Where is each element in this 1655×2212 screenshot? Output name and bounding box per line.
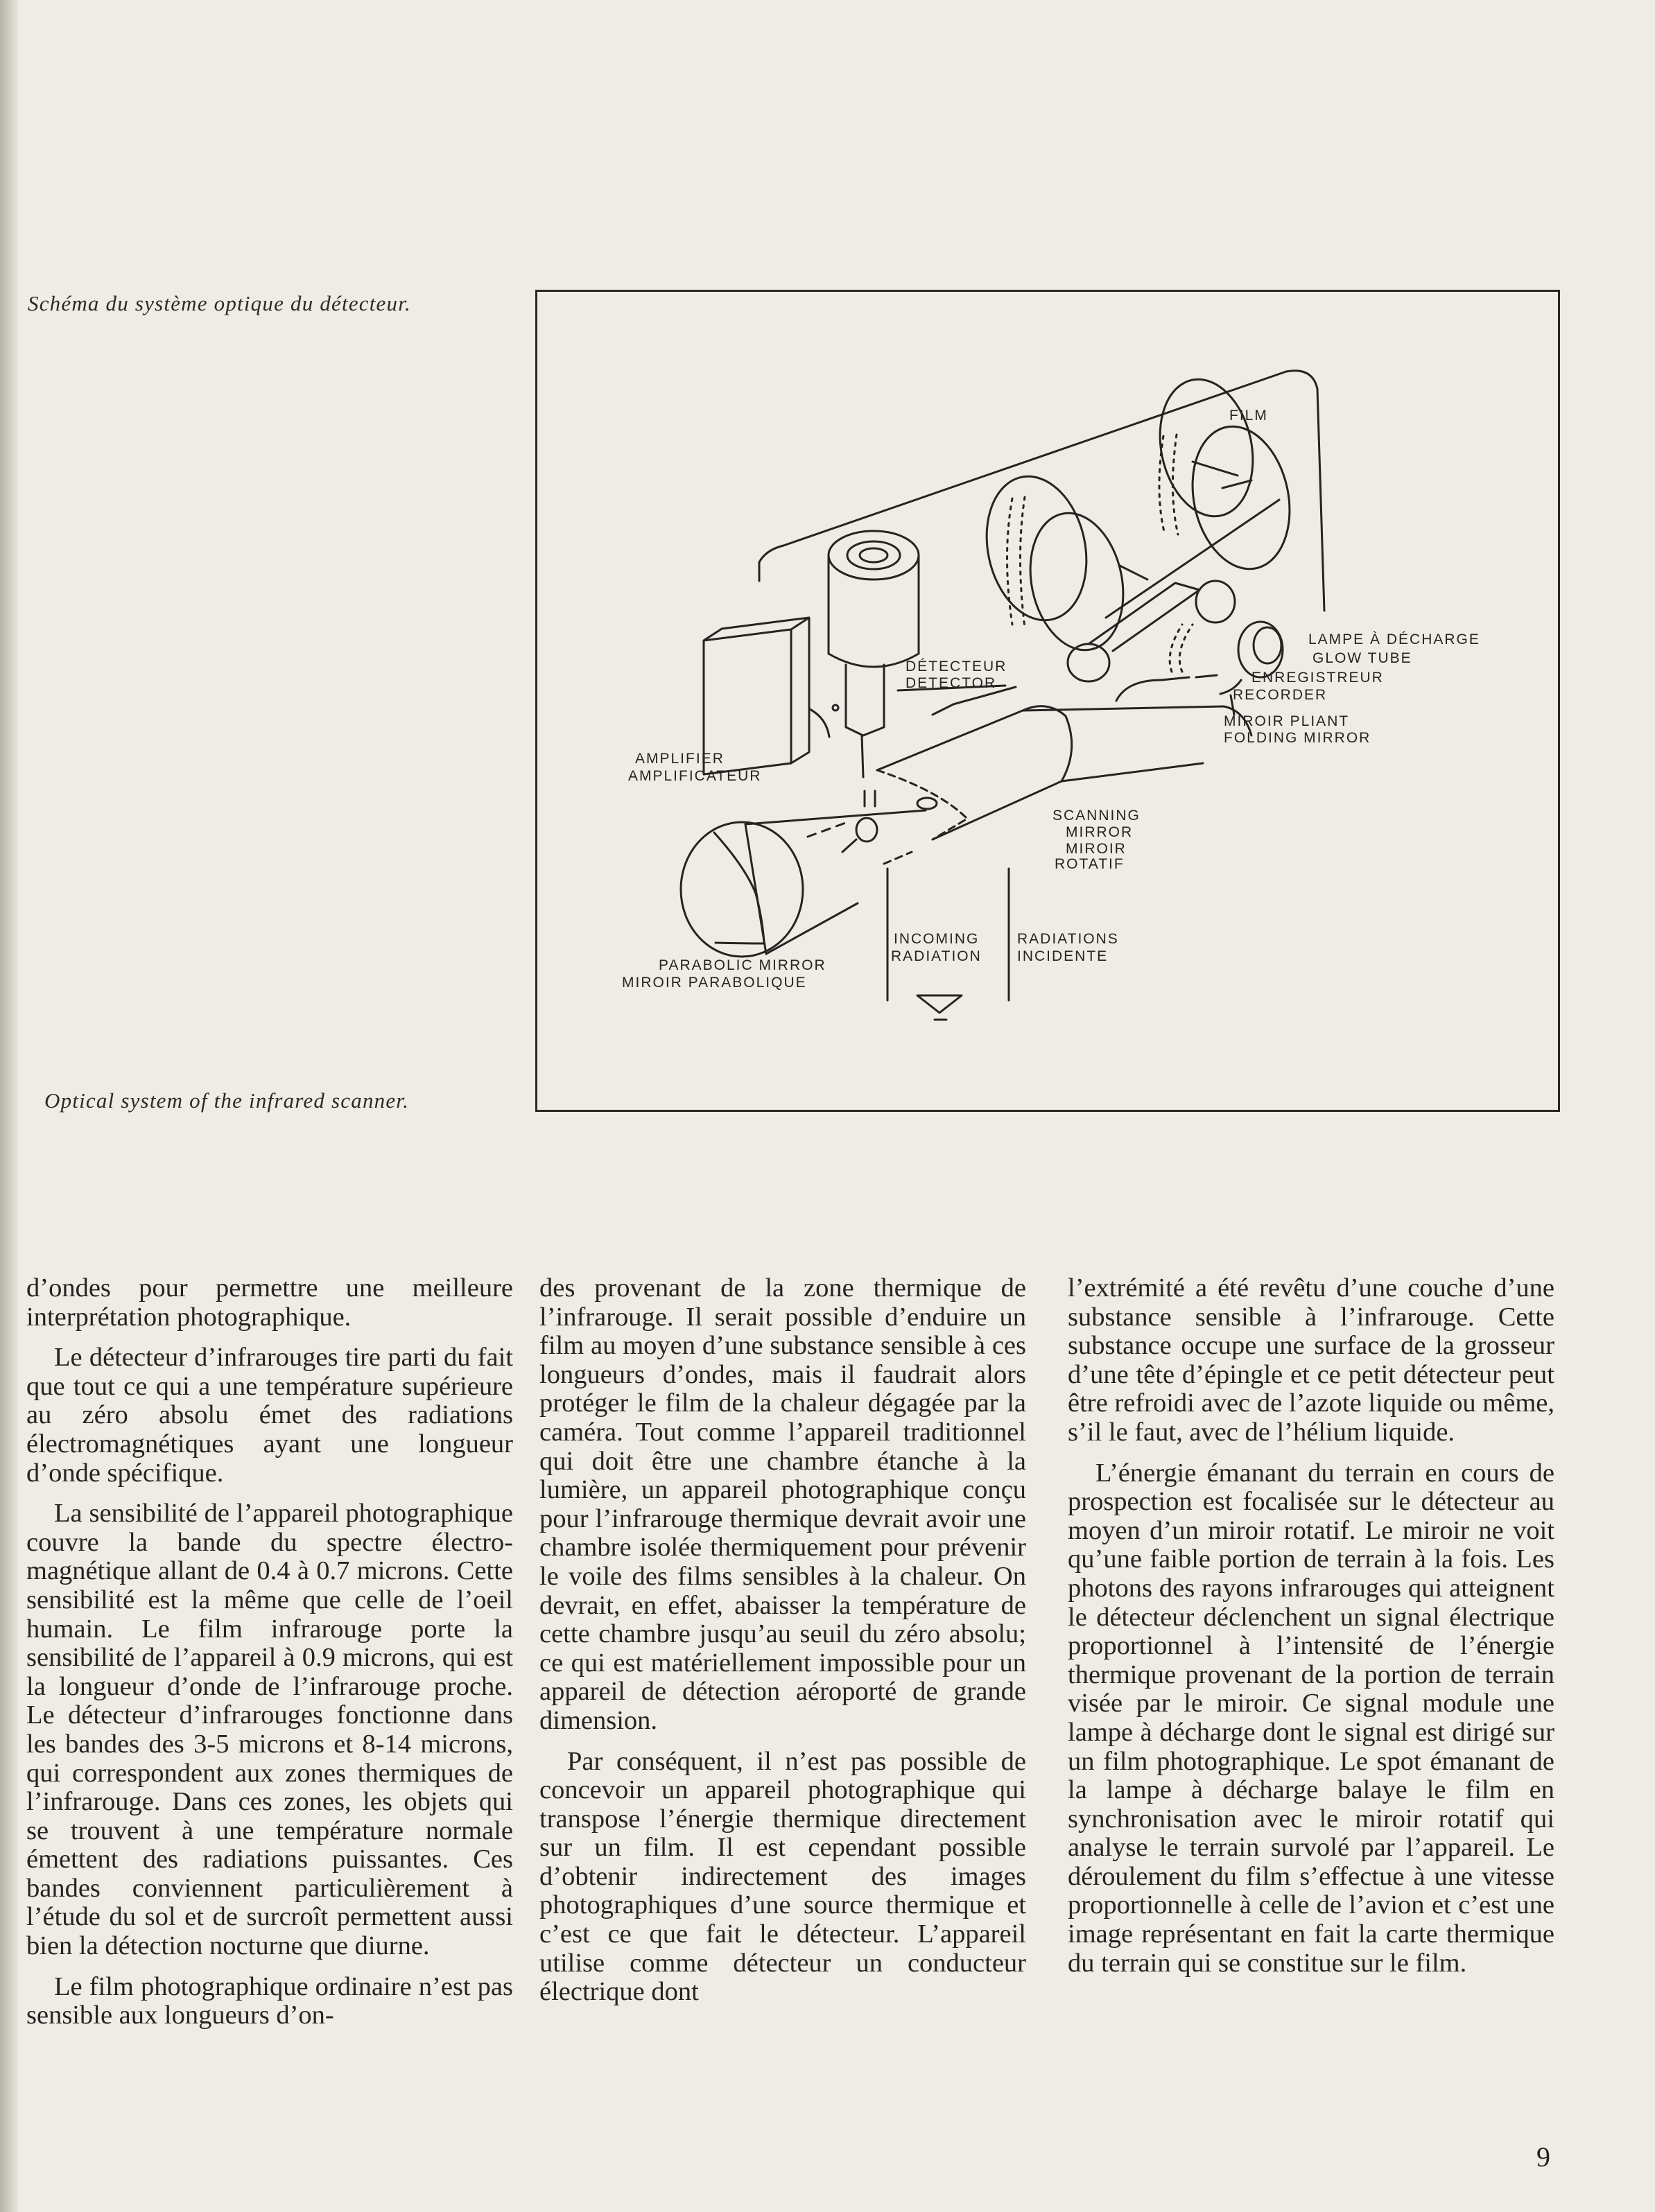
paragraph: l’extrémité a été revêtu d’une couche d’une substance sensible à l’infrarouge. Cette substance occupe une surface de la grosseur d’une tête d’épingle et ce petit détecteur peut être refroidi avec de l’azote liquide ou même, s’il le faut, avec de l’hélium liquide. <box>1068 1273 1554 1447</box>
parabolic-mirror <box>681 791 926 957</box>
label-scanning-2: MIRROR <box>1066 824 1134 840</box>
paragraph: d’ondes pour permettre une meilleure interprétation photographique. <box>26 1273 513 1332</box>
label-film: FILM <box>1229 408 1268 424</box>
text-column-3 <box>1068 1274 1554 1989</box>
incoming-radiation-arrow <box>917 995 962 1020</box>
housing-outline <box>759 371 1324 611</box>
label-scanning-3: MIROIR <box>1066 841 1127 857</box>
figure-caption-english: Optical system of the infrared scanner. <box>44 1088 410 1113</box>
paragraph: des provenant de la zone thermique de l’infrarouge. Il serait possible d’enduire un film au moyen d’une substance sensible à ces longueurs d’ondes, mais il faudrait alors protéger le film de la chaleur dégagée par la caméra. Tout comme l’appareil traditionnel qui doit être une chambre étanche à la lumière, un appareil photographique conçu pour l’infrarouge thermique devrait avoir une chambre isolée thermiquement pour prévenir le voile des films sensibles à la chaleur. On devrait, en effet, abaisser la température de cette chambre jusqu’au seuil du zéro absolu; ce qui est matériellement impossible pour un appareil de détection aéroporté de grande dimension. <box>539 1273 1026 1735</box>
label-amplifier-fr: AMPLIFICATEUR <box>628 768 762 784</box>
label-recorder-fr: ENREGISTREUR <box>1251 670 1384 686</box>
label-lamp-en: GLOW TUBE <box>1312 650 1412 666</box>
figure-caption-french: Schéma du système optique du détecteur. <box>28 291 411 315</box>
paragraph: Le film photographique ordinaire n’est pas sensible aux longueurs d’on- <box>26 1971 513 2030</box>
label-incident-2: INCIDENTE <box>1017 948 1109 964</box>
label-folding-fr: MIROIR PLIANT <box>1224 713 1350 729</box>
label-incident-1: RADIATIONS <box>1017 931 1119 947</box>
label-scanning-1: SCANNING <box>1052 808 1141 824</box>
label-amplifier-en: AMPLIFIER <box>635 751 725 767</box>
paragraph: Par conséquent, il n’est pas possible de concevoir un appareil photographique qui transpose l’énergie thermique directement sur un film. Il est cependant possible d’obtenir indirectement des images photographiques d’une source thermique et c’est ce que fait le détecteur. L’appareil utilise comme détecteur un conducteur électrique dont <box>539 1746 1026 2007</box>
label-recorder-en: RECORDER <box>1233 687 1328 703</box>
label-detector-fr: DÉTECTEUR <box>906 659 1007 674</box>
label-parabolic-en: PARABOLIC MIRROR <box>659 957 826 973</box>
label-folding-en: FOLDING MIRROR <box>1224 730 1371 746</box>
paragraph: Le détecteur d’infrarouges tire parti du fait que tout ce qui a une température supérieure au zéro absolu émet des radiations électromagnétiques ayant une longueur d’onde spécifique. <box>26 1343 513 1488</box>
text-column-2 <box>539 1274 1026 2019</box>
label-scanning-4: ROTATIF <box>1055 856 1125 872</box>
page-number: 9 <box>1536 2141 1550 2172</box>
text-column-1 <box>26 1274 513 2042</box>
optical-system-figure <box>535 290 1560 1112</box>
detector-canister <box>829 531 919 777</box>
paragraph: La sensibilité de l’appareil photographique couvre la bande du spectre électro-magnétique allant de 0.4 à 0.7 microns. Cette sensibilité est la même que celle de l’oeil humain. Le film infrarouge porte la sensibilité de l’appareil à 0.9 microns, qui est la longueur d’onde de l’infrarouge proche. Le détecteur d’infrarouges fonctionne dans les bandes des 3-5 microns et 8-14 microns, qui correspondent aux zones thermiques de l’infrarouge. Dans ces zones, les objets qui se trouvent à une température normale émettent des radiations puissantes. Ces bandes conviennent particulièrement à l’étude du sol et de surcroît permettent aussi bien la détection nocturne que diurne. <box>26 1499 513 1961</box>
paragraph: L’énergie émanant du terrain en cours de prospection est focalisée sur le détecteur au moyen d’un miroir rotatif. Le miroir ne voit qu’une faible portion de terrain à la fois. Les photons des rayons infrarouges qui atteignent le détecteur déclenchent un signal électrique proportionnel à l’intensité de l’énergie thermique provenant de la portion de terrain visée par le miroir. Ce signal module une lampe à décharge dont le signal est dirigé sur un film photographique. Le spot émanant de la lampe à décharge balaye le film en synchronisation avec le miroir rotatif qui analyse le terrain survolé par l’appareil. Le déroulement du film s’effectue à une vitesse proportionnelle à celle de l’avion et c’est une image représentant en fait la carte thermique du terrain qui se constitue sur le film. <box>1068 1458 1554 1978</box>
label-incoming-1: INCOMING <box>894 931 980 947</box>
label-incoming-2: RADIATION <box>891 948 982 964</box>
optical-system-diagram <box>537 292 1558 1110</box>
label-parabolic-fr: MIROIR PARABOLIQUE <box>622 975 807 991</box>
label-lamp-fr: LAMPE À DÉCHARGE <box>1308 632 1480 647</box>
label-detector-en: DETECTOR <box>906 675 997 691</box>
page-edge <box>0 0 18 2212</box>
